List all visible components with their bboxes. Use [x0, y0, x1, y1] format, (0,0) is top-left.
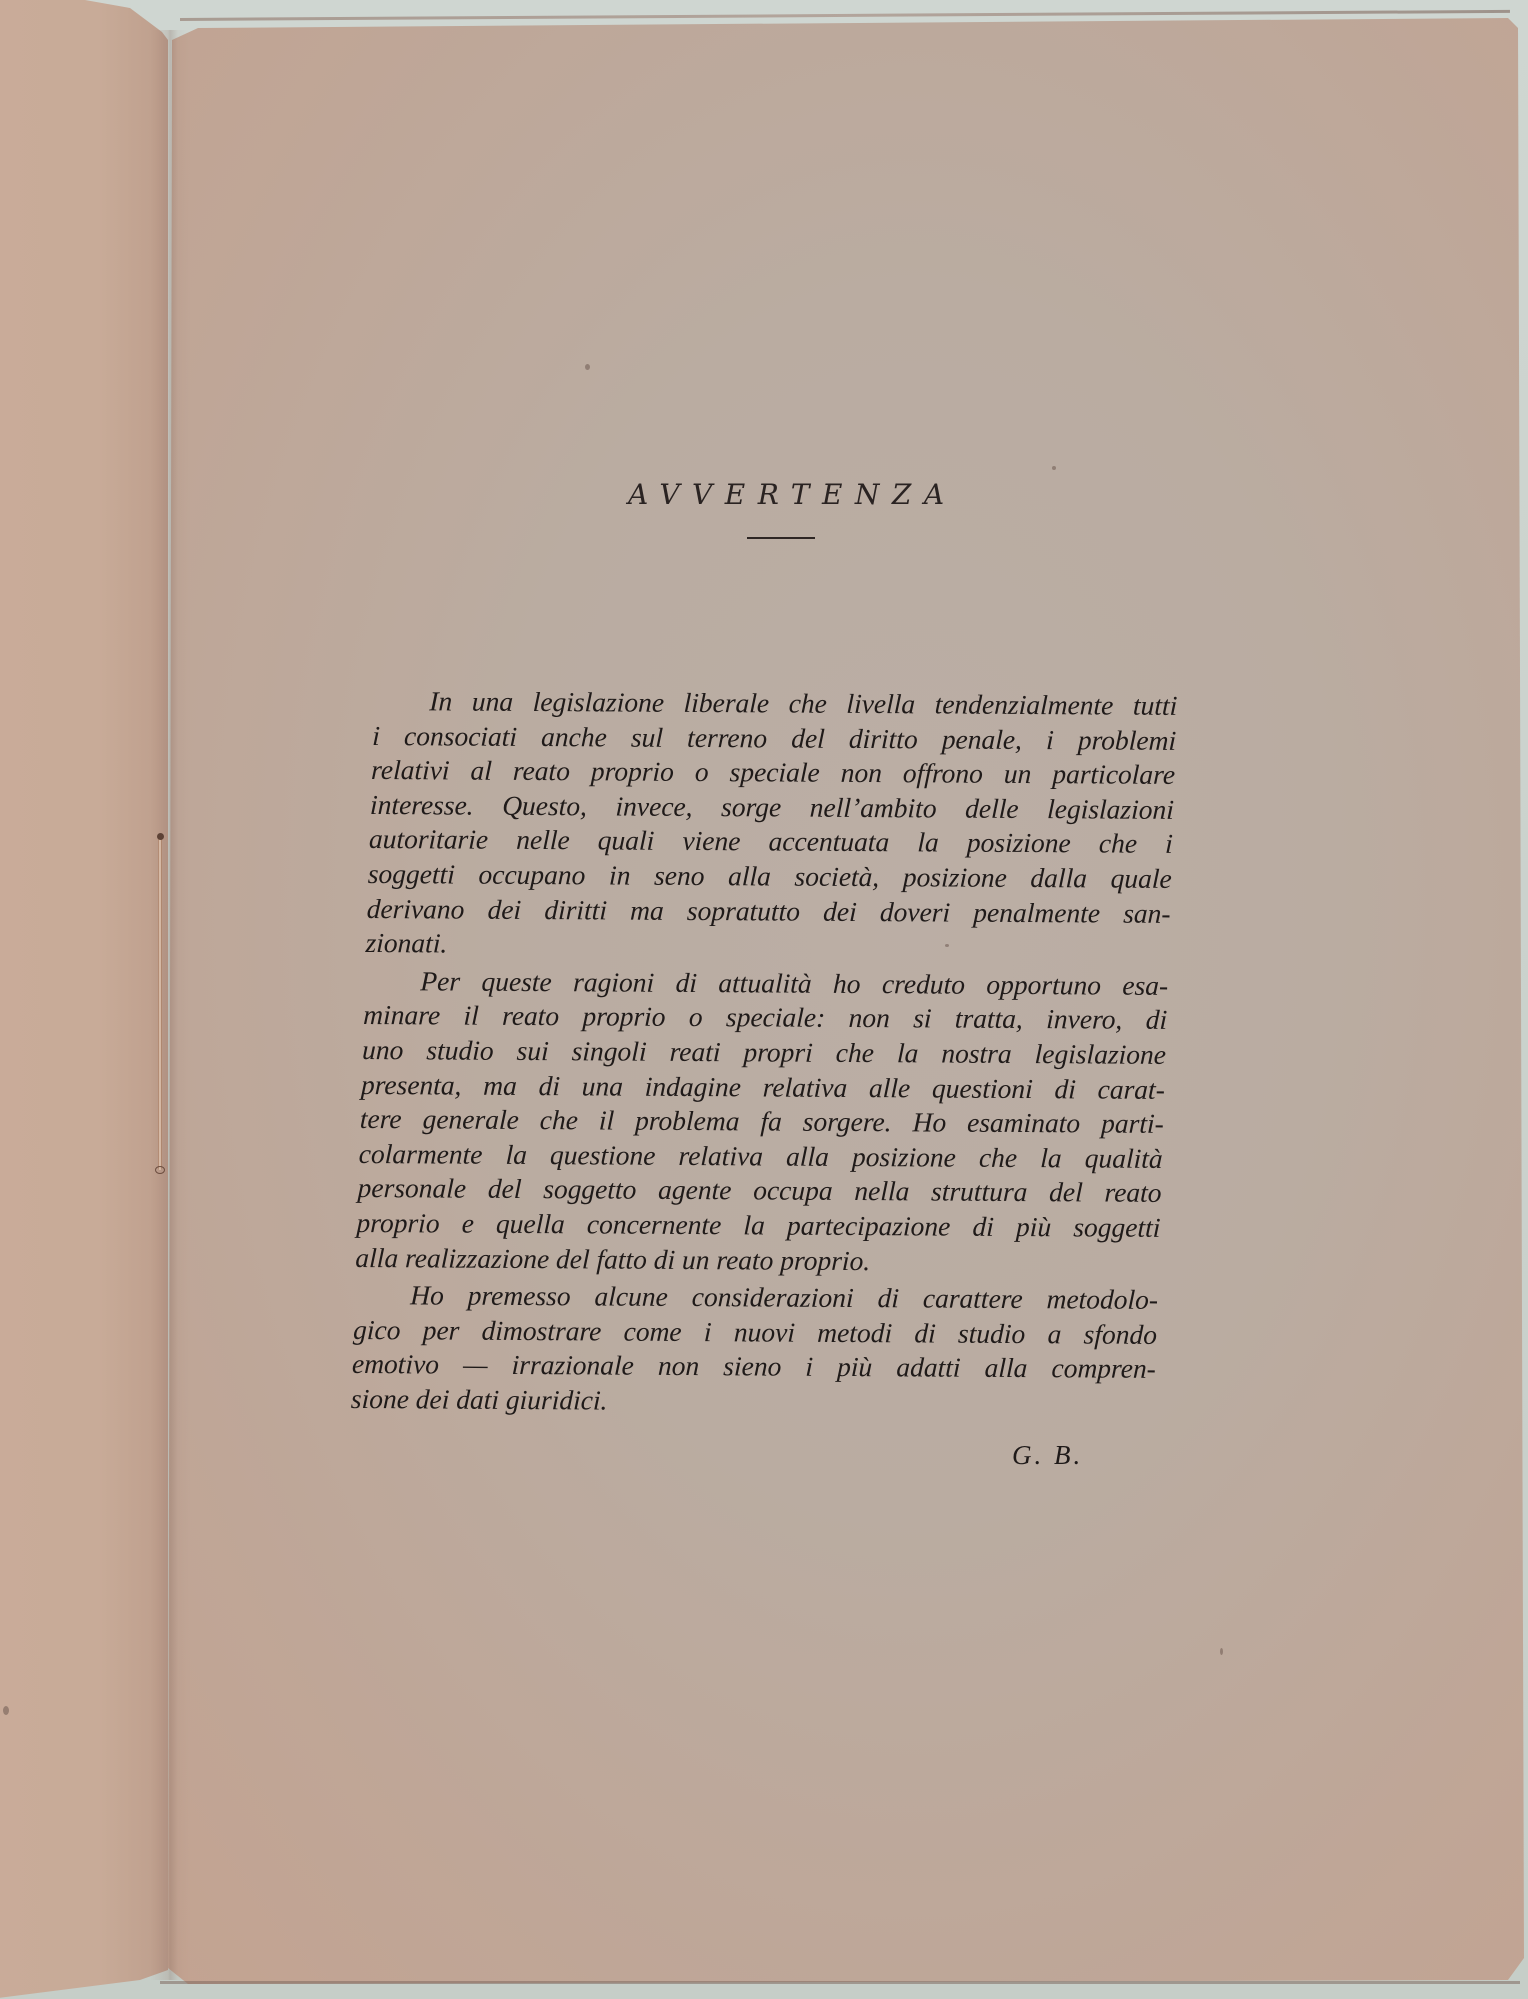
paper-speck — [1052, 466, 1056, 470]
text-line: emotivo — irrazionale non sieno i più adatti alla compren- — [351, 1348, 1157, 1385]
facing-left-page — [0, 0, 170, 1999]
text-line: Ho premesso alcune considerazioni di carattere metodolo- — [409, 1279, 1159, 1315]
author-initials: G. B. — [1012, 1440, 1084, 1470]
text-line: presenta, ma di una indagine relativa alle questioni di carat- — [360, 1068, 1166, 1105]
text-line: gico per dimostrare come i nuovi metodi di studio a sfondo — [352, 1313, 1158, 1350]
page-gutter — [150, 30, 190, 1980]
title-rule — [747, 537, 815, 539]
text-line: relativi al reato proprio o speciale non offrono un particolare — [370, 754, 1176, 791]
text-line: tere generale che il problema fa sorgere. Ho esaminato parti- — [359, 1103, 1165, 1140]
text-line: interesse. Questo, invece, sorge nell’ambito delle legislazioni — [369, 788, 1175, 825]
text-line: minare il reato proprio o speciale: non si tratta, invero, di — [362, 999, 1168, 1036]
preface-body — [350, 684, 1178, 1421]
paper-speck — [1220, 1648, 1223, 1655]
page-bottom-edge — [160, 1981, 1520, 1984]
text-line: alla realizzazione del fatto di un reato proprio. — [354, 1241, 871, 1276]
text-line: i consociati anche sul terreno del diritto penale, i problemi — [371, 719, 1177, 756]
binding-thread — [158, 835, 162, 1170]
text-line: sione dei dati giuridici. — [350, 1382, 609, 1416]
text-line: In una legislazione liberale che livella tendenzialmente tutti — [428, 685, 1178, 721]
text-line: Per queste ragioni di attualità ho creduto opportuno esa- — [419, 965, 1169, 1001]
text-line: personale del soggetto agente occupa nella struttura del reato — [357, 1172, 1163, 1209]
text-line: zionati. — [365, 927, 448, 959]
binding-knot-bottom — [155, 1166, 165, 1174]
page-title: AVVERTENZA — [628, 478, 957, 511]
binding-knot-top — [157, 833, 164, 840]
text-line: derivano dei diritti ma sopratutto dei doveri penalmente san- — [366, 892, 1172, 929]
text-line: uno studio sui singoli reati propri che la nostra legislazione — [361, 1033, 1167, 1070]
text-line: soggetti occupano in seno alla società, posizione dalla quale — [367, 857, 1173, 894]
text-line: proprio e quella concernente la partecipazione di più soggetti — [356, 1206, 1161, 1243]
text-line: colarmente la questione relativa alla posizione che la qualità — [358, 1137, 1164, 1174]
text-line: autoritarie nelle quali viene accentuata la posizione che i — [368, 823, 1174, 860]
paper-speck — [3, 1706, 9, 1715]
paper-speck — [585, 364, 590, 370]
